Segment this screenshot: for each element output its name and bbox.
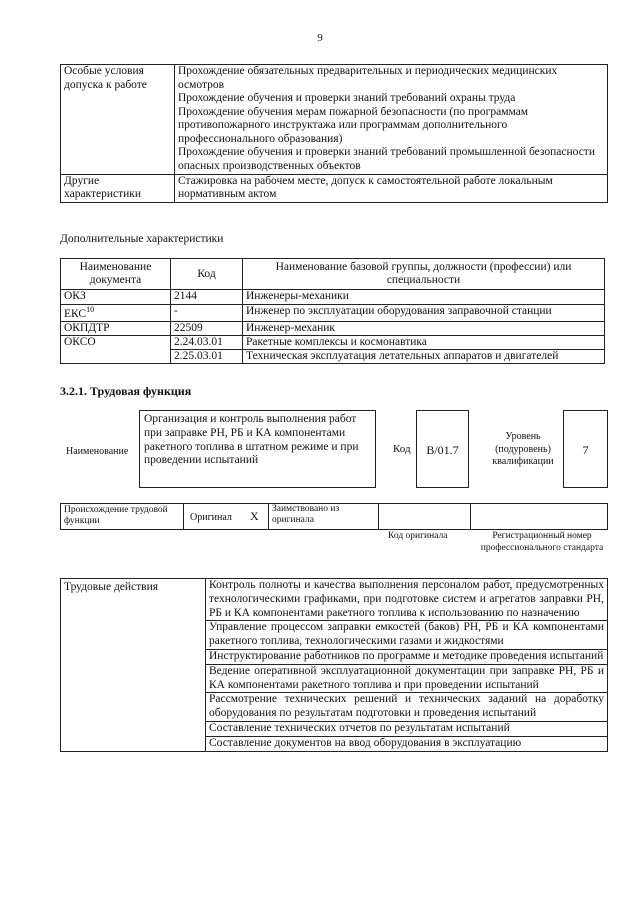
name-cell: Инженер по эксплуатации оборудования заправочной станции [243, 304, 605, 321]
doc-cell [61, 304, 171, 321]
doc-cell: ОКПДТР [61, 321, 171, 335]
action-item: Составление документов на ввод оборудования в эксплуатацию [206, 736, 608, 751]
origin-label: Происхождение трудовой функции [64, 505, 168, 527]
divider [268, 503, 269, 530]
name-label: Наименование [66, 446, 129, 457]
conditions-items [175, 65, 608, 175]
level-label: Уровень (подуровень) квалификации [492, 431, 554, 467]
code-cell: 22509 [171, 321, 243, 335]
action-item: Контроль полноты и качества выполнения персоналом работ, предусмотренных технологическими графиками, при подготовке систем и агрегатов заправки РН, РБ и КА компонентами ракетного топлива к использованию по назначению [206, 579, 608, 621]
conditions-table [60, 64, 608, 203]
table-row [61, 304, 605, 321]
name-cell: Техническая эксплуатация летательных аппаратов и двигателей [243, 350, 605, 364]
action-item: Управление процессом заправки емкостей (баков) РН, РБ и КА компонентами ракетного топлива, технологическими газами и жидкостями [206, 621, 608, 650]
footnote-ref: 10 [86, 304, 95, 314]
condition-item: Прохождение обучения и проверки знаний требований охраны труда [178, 92, 516, 105]
doc-name: ЕКС [64, 307, 87, 320]
other-value: Стажировка на рабочем месте, допуск к самостоятельной работе локальным нормативным актом [175, 174, 608, 202]
code-cell: 2144 [171, 290, 243, 304]
action-item: Ведение оперативной эксплуатационной документации при заправке РН, РБ и КА компонентами ракетного топлива и при проведении испытаний [206, 664, 608, 693]
reg-number-label: Регистрационный номер профессионального стандарта [480, 531, 604, 553]
action-item: Составление технических отчетов по результатам испытаний [206, 721, 608, 736]
code-label: Код [393, 443, 411, 455]
divider [470, 503, 471, 530]
original-mark: X [250, 509, 259, 523]
additional-title: Дополнительные характеристики [60, 233, 224, 245]
actions-table [60, 578, 608, 752]
conditions-label: Особые условия допуска к работе [61, 65, 175, 175]
header-name: Наименование базовой группы, должности (профессии) или специальности [243, 259, 605, 290]
header-code: Код [171, 259, 243, 290]
section-title: 3.2.1. Трудовая функция [60, 384, 192, 398]
name-cell: Инженеры-механики [243, 290, 605, 304]
table-row [61, 290, 605, 304]
condition-item: Прохождение обучения и проверки знаний требований промышленной безопасности опасных производственных объектов [178, 146, 595, 172]
conditions-row [61, 65, 608, 175]
code-cell: - [171, 304, 243, 321]
code-cell: 2.25.03.01 [171, 350, 243, 364]
additional-table [60, 258, 605, 364]
table-row [61, 321, 605, 335]
table-row [61, 335, 605, 349]
condition-item: Прохождение обязательных предварительных и периодических медицинских осмотров [178, 65, 558, 91]
name-cell: Ракетные комплексы и космонавтика [243, 335, 605, 349]
borrowed-label: Заимствовано из оригинала [272, 504, 340, 526]
doc-cell: ОКСО [61, 335, 171, 363]
action-item: Инструктирование работников по программе и методике проведения испытаний [206, 649, 608, 664]
action-item: Рассмотрение технических решений и технических заданий на доработку оборудования по результатам подготовки и проведения испытаний [206, 693, 608, 722]
original-label: Оригинал [190, 512, 232, 523]
divider [378, 503, 379, 530]
page-number: 9 [317, 32, 323, 44]
actions-label: Трудовые действия [61, 579, 206, 752]
code-cell: 2.24.03.01 [171, 335, 243, 349]
function-name-box: Организация и контроль выполнения работ при заправке РН, РБ и КА компонентами ракетного топлива в штатном режиме и при проведении испытаний [139, 410, 376, 488]
header-document: Наименование документа [61, 259, 171, 290]
divider [183, 503, 184, 530]
code-original-label: Код оригинала [388, 531, 448, 541]
function-code-box: B/01.7 [416, 410, 469, 488]
condition-item: Прохождение обучения мерам пожарной безопасности (по программам противопожарного инструктажа или программам дополнительного профессионального образования) [178, 105, 529, 145]
other-label: Другие характеристики [61, 174, 175, 202]
level-box: 7 [563, 410, 608, 488]
table-row [61, 579, 608, 621]
doc-cell: ОКЗ [61, 290, 171, 304]
additional-header-row [61, 259, 605, 290]
name-cell: Инженер-механик [243, 321, 605, 335]
conditions-row [61, 174, 608, 202]
